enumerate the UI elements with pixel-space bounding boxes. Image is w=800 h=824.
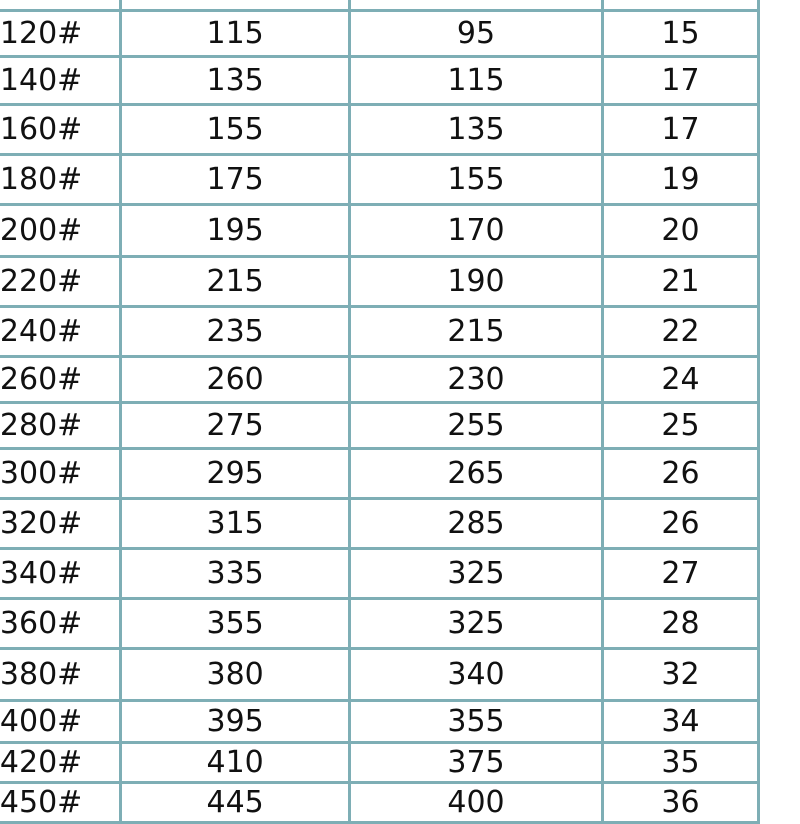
- height-cell: 26: [602, 499, 758, 549]
- model-cell: 300#: [0, 449, 121, 499]
- inner-diameter-cell: 285: [350, 499, 603, 549]
- inner-diameter-cell: 115: [350, 57, 603, 105]
- height-cell: 35: [602, 743, 758, 783]
- inner-diameter-cell: 135: [350, 105, 603, 155]
- outer-diameter-cell: 260: [121, 357, 350, 403]
- height-cell: 17: [602, 57, 758, 105]
- inner-diameter-cell: 265: [350, 449, 603, 499]
- table-row: [0, 57, 759, 105]
- model-cell: 220#: [0, 257, 121, 307]
- inner-diameter-cell: 95: [350, 11, 603, 57]
- outer-diameter-cell: 445: [121, 783, 350, 823]
- header-cell-outer-diameter: [121, 0, 350, 11]
- outer-diameter-cell: 380: [121, 649, 350, 701]
- header-cell-model: [0, 0, 121, 11]
- outer-diameter-cell: 235: [121, 307, 350, 357]
- table-row: [0, 155, 759, 205]
- outer-diameter-cell: 355: [121, 599, 350, 649]
- height-cell: 22: [602, 307, 758, 357]
- model-cell: 180#: [0, 155, 121, 205]
- inner-diameter-cell: 190: [350, 257, 603, 307]
- model-cell: 120#: [0, 11, 121, 57]
- outer-diameter-cell: 295: [121, 449, 350, 499]
- outer-diameter-cell: 275: [121, 403, 350, 449]
- outer-diameter-cell: 195: [121, 205, 350, 257]
- outer-diameter-cell: 175: [121, 155, 350, 205]
- height-cell: 15: [602, 11, 758, 57]
- inner-diameter-cell: 155: [350, 155, 603, 205]
- model-cell: 160#: [0, 105, 121, 155]
- header-cell-inner-diameter: [350, 0, 603, 11]
- model-cell: 200#: [0, 205, 121, 257]
- model-cell: 280#: [0, 403, 121, 449]
- outer-diameter-cell: 395: [121, 701, 350, 743]
- table-row: [0, 499, 759, 549]
- model-cell: 240#: [0, 307, 121, 357]
- table-row: [0, 403, 759, 449]
- height-cell: 28: [602, 599, 758, 649]
- model-cell: 380#: [0, 649, 121, 701]
- table-row: [0, 307, 759, 357]
- height-cell: 32: [602, 649, 758, 701]
- model-cell: 420#: [0, 743, 121, 783]
- table-row: [0, 599, 759, 649]
- inner-diameter-cell: 230: [350, 357, 603, 403]
- table-row: [0, 257, 759, 307]
- table-row: [0, 357, 759, 403]
- outer-diameter-cell: 135: [121, 57, 350, 105]
- header-row: [0, 0, 759, 11]
- height-cell: 26: [602, 449, 758, 499]
- model-cell: 140#: [0, 57, 121, 105]
- table-row: [0, 783, 759, 823]
- outer-diameter-cell: 215: [121, 257, 350, 307]
- height-cell: 34: [602, 701, 758, 743]
- table-body: [0, 11, 759, 823]
- height-cell: 24: [602, 357, 758, 403]
- height-cell: 19: [602, 155, 758, 205]
- height-cell: 20: [602, 205, 758, 257]
- inner-diameter-cell: 400: [350, 783, 603, 823]
- table-row: [0, 11, 759, 57]
- height-cell: 21: [602, 257, 758, 307]
- model-cell: 260#: [0, 357, 121, 403]
- inner-diameter-cell: 375: [350, 743, 603, 783]
- inner-diameter-cell: 215: [350, 307, 603, 357]
- outer-diameter-cell: 115: [121, 11, 350, 57]
- table-row: [0, 549, 759, 599]
- table-row: [0, 649, 759, 701]
- inner-diameter-cell: 255: [350, 403, 603, 449]
- outer-diameter-cell: 335: [121, 549, 350, 599]
- inner-diameter-cell: 325: [350, 599, 603, 649]
- height-cell: 25: [602, 403, 758, 449]
- height-cell: 17: [602, 105, 758, 155]
- outer-diameter-cell: 155: [121, 105, 350, 155]
- model-cell: 360#: [0, 599, 121, 649]
- model-cell: 400#: [0, 701, 121, 743]
- table-row: [0, 701, 759, 743]
- inner-diameter-cell: 340: [350, 649, 603, 701]
- table-row: [0, 743, 759, 783]
- height-cell: 27: [602, 549, 758, 599]
- inner-diameter-cell: 355: [350, 701, 603, 743]
- model-cell: 340#: [0, 549, 121, 599]
- model-cell: 320#: [0, 499, 121, 549]
- table-row: [0, 105, 759, 155]
- model-cell: 450#: [0, 783, 121, 823]
- outer-diameter-cell: 410: [121, 743, 350, 783]
- table-row: [0, 205, 759, 257]
- header-cell-height: [602, 0, 758, 11]
- inner-diameter-cell: 325: [350, 549, 603, 599]
- height-cell: 36: [602, 783, 758, 823]
- outer-diameter-cell: 315: [121, 499, 350, 549]
- inner-diameter-cell: 170: [350, 205, 603, 257]
- table-row: [0, 449, 759, 499]
